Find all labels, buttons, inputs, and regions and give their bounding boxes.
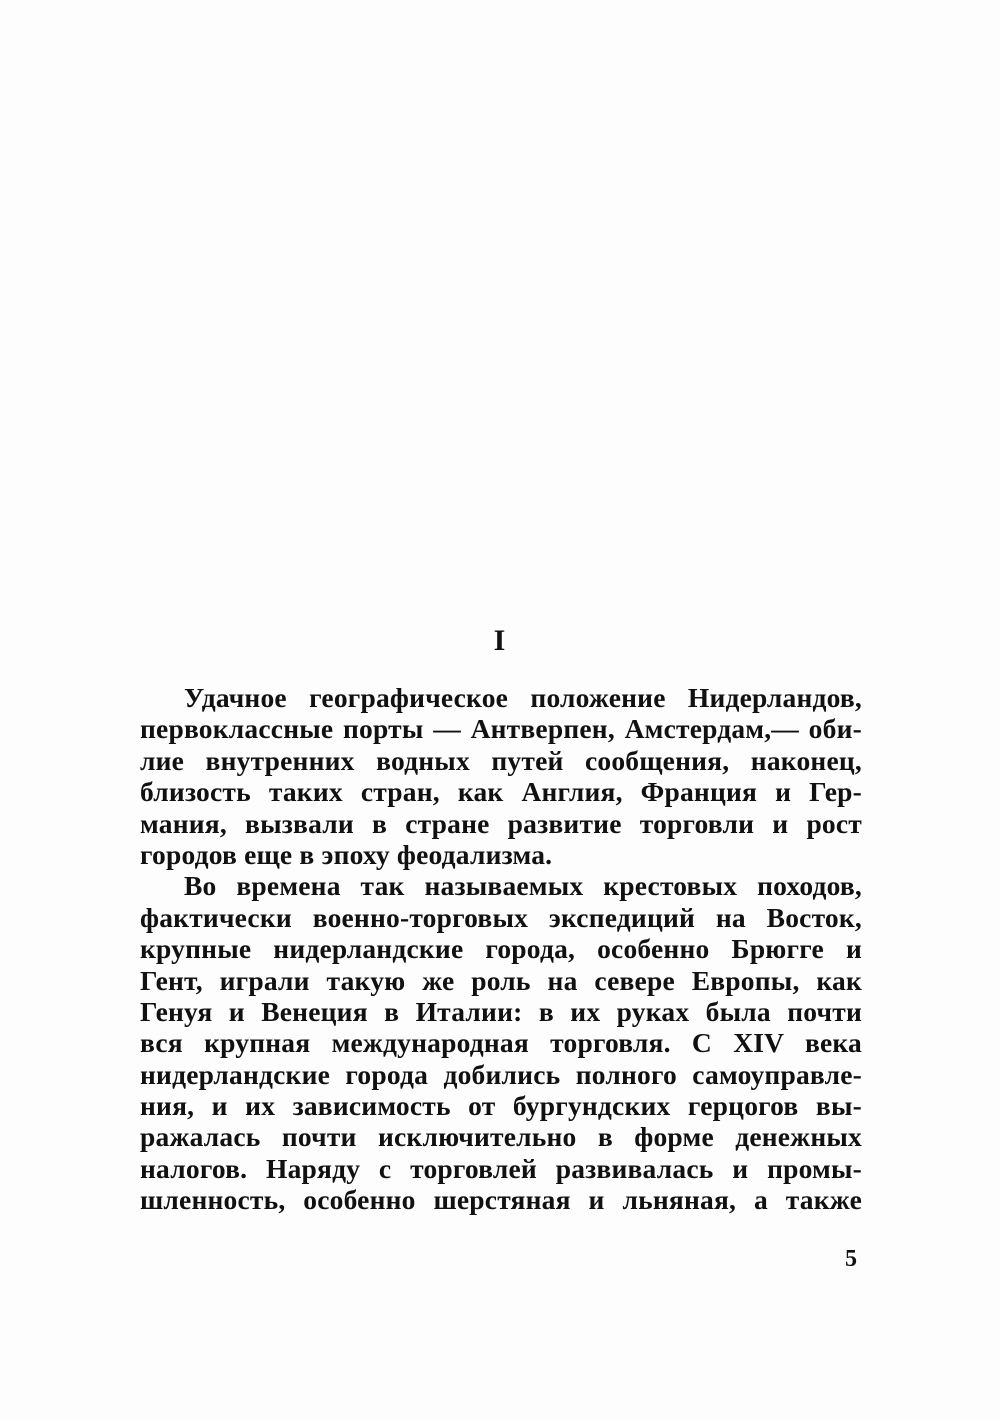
body-text [140, 682, 862, 1216]
text-line: фактически военно-торговых экспедиций на Восток, [140, 901, 862, 933]
text-line: нидерландские города добились полного самоуправле- [140, 1058, 862, 1090]
text-line: шленность, особенно шерстяная и льняная, а также [140, 1184, 862, 1216]
text-line: первоклассные порты — Антверпен, Амстердам,— оби- [140, 713, 862, 745]
text-line: городов еще в эпоху феодализма. [140, 838, 553, 870]
text-line: Во времена так называемых крестовых походов, [184, 870, 862, 902]
text-line: ния, и их зависимость от бургундских герцогов вы- [140, 1090, 862, 1122]
paragraph [140, 870, 862, 1215]
text-line: вся крупная международная торговля. С XIV века [140, 1027, 862, 1059]
text-line: лие внутренних водных путей сообщения, наконец, [140, 744, 862, 776]
text-line: мания, вызвали в стране развитие торговли и рост [140, 807, 862, 839]
paragraph [140, 682, 862, 870]
text-line: ражалась почти исключительно в форме денежных [140, 1121, 862, 1153]
text-line: близость таких стран, как Англия, Франция и Гер- [140, 776, 862, 808]
chapter-number: I [493, 624, 507, 657]
text-line: крупные нидерландские города, особенно Брюгге и [140, 933, 862, 965]
text-line: Генуя и Венеция в Италии: в их руках была почти [140, 995, 862, 1027]
text-line: Удачное географическое положение Нидерландов, [184, 682, 862, 713]
page-number: 5 [845, 1246, 857, 1272]
text-line: налогов. Наряду с торговлей развивалась и промы- [140, 1152, 862, 1184]
text-line: Гент, играли такую же роль на севере Европы, как [140, 964, 862, 996]
